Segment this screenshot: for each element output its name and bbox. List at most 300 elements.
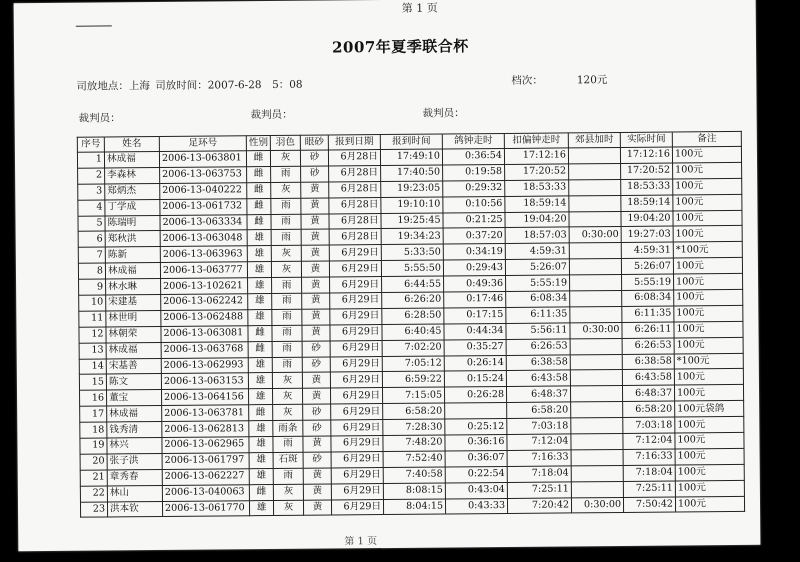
eye-sand-cell: 砂 xyxy=(303,404,331,420)
arrival-date-cell: 6月29日 xyxy=(331,404,383,420)
scanned-document xyxy=(14,0,761,551)
county-extra-time-cell xyxy=(571,465,623,481)
arrival-time-cell: 6:28:50 xyxy=(382,308,444,324)
actual-time-cell: 7:25:11 xyxy=(623,481,675,497)
actual-time-cell: 18:53:33 xyxy=(621,179,673,195)
col-header: 足环号 xyxy=(159,136,246,152)
ring-number-cell: 2006-13-063801 xyxy=(159,151,246,168)
adjusted-time-cell: 7:16:33 xyxy=(507,450,571,466)
actual-time-cell: 6:26:53 xyxy=(622,338,674,354)
results-table xyxy=(77,131,745,518)
eye-sand-cell: 黄 xyxy=(303,500,331,516)
adjusted-time-cell: 6:38:58 xyxy=(506,354,570,370)
arrival-date-cell: 6月29日 xyxy=(329,261,381,277)
arrival-date-cell: 6月29日 xyxy=(330,324,382,340)
eye-sand-cell: 砂 xyxy=(302,357,330,373)
tier-value: 120元 xyxy=(576,74,608,87)
clock-drift-cell: 0:25:12 xyxy=(445,419,507,435)
feather-color-cell: 灰 xyxy=(270,150,300,166)
arrival-date-cell: 6月29日 xyxy=(330,277,382,293)
arrival-date-cell: 6月29日 xyxy=(329,245,381,261)
row-number-cell: 3 xyxy=(78,184,105,200)
owner-name-cell: 董宝 xyxy=(107,390,162,406)
arrival-time-cell: 19:10:10 xyxy=(381,197,443,213)
ring-number-cell: 2006-13-063781 xyxy=(162,405,249,422)
tier-info xyxy=(511,72,613,88)
owner-name-cell: 章秀春 xyxy=(107,469,162,485)
feather-color-cell: 雨 xyxy=(273,468,303,484)
release-location: 上海 xyxy=(128,80,150,93)
clock-drift-cell: 0:49:36 xyxy=(444,276,506,292)
remark-cell: 100元 xyxy=(674,337,743,353)
col-header: 扣偏钟走时 xyxy=(504,133,568,149)
adjusted-time-cell: 7:18:04 xyxy=(507,466,571,482)
row-number-cell: 8 xyxy=(78,263,105,279)
actual-time-cell: 6:48:37 xyxy=(622,385,674,401)
actual-time-cell: 18:59:14 xyxy=(621,195,673,211)
col-header: 备注 xyxy=(672,131,741,147)
feather-color-cell: 灰 xyxy=(271,182,301,198)
arrival-date-cell: 6月28日 xyxy=(329,165,381,181)
clock-drift-cell: 0:36:54 xyxy=(442,148,504,164)
owner-name-cell: 林山 xyxy=(107,485,162,501)
adjusted-time-cell: 6:58:20 xyxy=(507,402,571,418)
ring-number-cell: 2006-13-061797 xyxy=(162,453,249,470)
release-location-label: 司放地点： xyxy=(76,80,129,93)
adjusted-time-cell: 7:25:11 xyxy=(507,482,571,498)
remark-cell: *100元 xyxy=(674,353,743,369)
clock-drift-cell: 0:15:24 xyxy=(444,371,506,387)
owner-name-cell: 林水琳 xyxy=(106,279,161,295)
owner-name-cell: 郑炳杰 xyxy=(105,183,160,199)
row-number-cell: 21 xyxy=(80,470,107,486)
arrival-date-cell: 6月28日 xyxy=(328,150,380,166)
remark-cell: 100元 xyxy=(675,432,744,448)
feather-color-cell: 雨 xyxy=(272,277,302,293)
row-number-cell: 18 xyxy=(80,422,107,438)
ring-number-cell: 2006-13-063768 xyxy=(161,341,248,358)
actual-time-cell: 19:27:03 xyxy=(621,226,673,242)
adjusted-time-cell: 4:59:31 xyxy=(505,243,569,259)
remark-cell: 100元 xyxy=(673,210,742,226)
arrival-time-cell: 19:25:45 xyxy=(381,213,443,229)
ring-number-cell: 2006-13-040222 xyxy=(160,183,247,200)
clock-drift-cell: 0:17:46 xyxy=(444,291,506,307)
remark-cell: 100元 xyxy=(673,178,742,194)
arrival-date-cell: 6月29日 xyxy=(331,467,383,483)
ring-number-cell: 2006-13-063777 xyxy=(160,262,247,279)
actual-time-cell: 5:26:07 xyxy=(621,258,673,274)
eye-sand-cell: 黄 xyxy=(302,325,330,341)
ring-number-cell: 2006-13-063334 xyxy=(160,214,247,231)
owner-name-cell: 宋建基 xyxy=(106,294,161,310)
county-extra-time-cell xyxy=(569,179,621,195)
arrival-time-cell: 17:49:10 xyxy=(380,149,442,165)
arrival-date-cell: 6月28日 xyxy=(329,197,381,213)
eye-sand-cell: 黄 xyxy=(301,261,329,277)
county-extra-time-cell: 0:30:00 xyxy=(570,322,622,338)
remark-cell: 100元 xyxy=(674,289,743,305)
row-number-cell: 13 xyxy=(79,343,106,359)
page-number: 第 1 页 xyxy=(401,1,438,15)
arrival-time-cell: 8:08:15 xyxy=(383,483,445,499)
feather-color-cell: 雨 xyxy=(271,214,301,230)
col-header: 实际时间 xyxy=(620,132,672,147)
eye-sand-cell: 砂 xyxy=(303,420,331,436)
clock-drift-cell: 0:37:20 xyxy=(443,228,505,244)
feather-color-cell: 灰 xyxy=(272,389,302,405)
sex-cell: 雄 xyxy=(248,389,272,405)
clock-drift-cell: 0:35:27 xyxy=(444,339,506,355)
actual-time-cell: 17:20:52 xyxy=(621,163,673,179)
clock-drift-cell: 0:17:15 xyxy=(444,307,506,323)
clock-drift-cell: 0:29:32 xyxy=(443,180,505,196)
county-extra-time-cell xyxy=(568,147,620,163)
clock-drift-cell: 0:43:04 xyxy=(445,482,507,498)
feather-color-cell: 灰 xyxy=(271,261,301,277)
col-header: 眼砂 xyxy=(300,135,328,150)
remark-cell: 100元 xyxy=(673,194,742,210)
col-header: 郊县加时 xyxy=(568,132,620,147)
arrival-time-cell: 7:05:12 xyxy=(382,356,444,372)
county-extra-time-cell xyxy=(570,354,622,370)
clock-drift-cell: 0:44:34 xyxy=(444,323,506,339)
owner-name-cell: 林朝荣 xyxy=(106,326,161,342)
remark-cell: 100元 xyxy=(674,274,743,290)
feather-color-cell: 灰 xyxy=(273,484,303,500)
owner-name-cell: 陈文 xyxy=(106,374,161,390)
county-extra-time-cell xyxy=(569,195,621,211)
feather-color-cell: 灰 xyxy=(273,500,303,516)
owner-name-cell: 陈新 xyxy=(105,247,160,263)
ring-number-cell: 2006-13-040063 xyxy=(162,484,249,501)
row-number-cell: 23 xyxy=(80,502,107,518)
sex-cell: 雄 xyxy=(248,278,272,294)
feather-color-cell: 雨 xyxy=(272,357,302,373)
tier-label: 档次： xyxy=(511,74,543,87)
eye-sand-cell: 黄 xyxy=(303,436,331,452)
eye-sand-cell: 黄 xyxy=(301,214,329,230)
county-extra-time-cell: 0:30:00 xyxy=(569,227,621,243)
county-extra-time-cell xyxy=(570,338,622,354)
adjusted-time-cell: 18:57:03 xyxy=(505,227,569,243)
arrival-time-cell: 7:02:20 xyxy=(382,340,444,356)
clock-drift-cell: 0:26:14 xyxy=(444,355,506,371)
col-header: 报到时间 xyxy=(380,134,442,150)
arrival-date-cell: 6月29日 xyxy=(331,451,383,467)
feather-color-cell: 雨 xyxy=(272,293,302,309)
sex-cell: 雄 xyxy=(247,262,271,278)
col-header: 姓名 xyxy=(104,136,159,151)
county-extra-time-cell xyxy=(570,370,622,386)
remark-cell: 100元 xyxy=(675,464,744,480)
row-number-cell: 2 xyxy=(78,168,105,184)
remark-cell: 100元 xyxy=(673,162,742,178)
feather-color-cell: 灰 xyxy=(273,404,303,420)
eye-sand-cell: 黄 xyxy=(303,468,331,484)
sex-cell: 雄 xyxy=(249,500,273,516)
referee-3: 裁判员： xyxy=(422,107,465,120)
arrival-time-cell: 6:58:20 xyxy=(383,403,445,419)
sex-cell: 雌 xyxy=(247,166,271,182)
clock-drift-cell xyxy=(445,403,507,419)
sex-cell: 雄 xyxy=(248,309,272,325)
feather-color-cell: 雨 xyxy=(271,198,301,214)
arrival-time-cell: 7:48:20 xyxy=(383,435,445,451)
arrival-time-cell: 6:44:55 xyxy=(382,276,444,292)
adjusted-time-cell: 18:53:33 xyxy=(505,180,569,196)
owner-name-cell: 林兴 xyxy=(107,438,162,454)
owner-name-cell: 林成福 xyxy=(107,406,162,422)
arrival-date-cell: 6月29日 xyxy=(330,340,382,356)
clock-drift-cell: 0:29:43 xyxy=(443,260,505,276)
row-number-cell: 12 xyxy=(79,327,106,343)
actual-time-cell: 7:12:04 xyxy=(623,433,675,449)
row-number-cell: 6 xyxy=(78,231,105,247)
arrival-time-cell: 6:40:45 xyxy=(382,324,444,340)
row-number-cell: 4 xyxy=(78,200,105,216)
document-title: 2007年夏季联合杯 xyxy=(331,37,469,57)
actual-time-cell: 6:43:58 xyxy=(622,369,674,385)
remark-cell: 100元 xyxy=(675,496,744,512)
row-number-cell: 1 xyxy=(77,152,104,168)
ring-number-cell: 2006-13-063048 xyxy=(160,230,247,247)
eye-sand-cell: 黄 xyxy=(302,388,330,404)
actual-time-cell: 6:38:58 xyxy=(622,354,674,370)
adjusted-time-cell: 6:08:34 xyxy=(506,291,570,307)
col-header: 鸽钟走时 xyxy=(442,133,504,149)
col-header: 序号 xyxy=(77,137,104,152)
adjusted-time-cell: 6:11:35 xyxy=(506,307,570,323)
remark-cell: 100元 xyxy=(675,448,744,464)
adjusted-time-cell: 17:20:52 xyxy=(505,164,569,180)
eye-sand-cell: 黄 xyxy=(301,245,329,261)
eye-sand-cell: 黄 xyxy=(303,484,331,500)
actual-time-cell: 7:16:33 xyxy=(623,449,675,465)
ring-number-cell: 2006-13-064156 xyxy=(162,389,249,406)
ring-number-cell: 2006-13-062227 xyxy=(162,469,249,486)
ring-number-cell: 2006-13-062242 xyxy=(161,294,248,311)
row-number-cell: 11 xyxy=(79,311,106,327)
ring-number-cell: 2006-13-102621 xyxy=(161,278,248,295)
feather-color-cell: 雨 xyxy=(271,230,301,246)
sex-cell: 雄 xyxy=(247,230,271,246)
actual-time-cell: 6:26:11 xyxy=(622,322,674,338)
actual-time-cell: 5:55:19 xyxy=(622,274,674,290)
row-number-cell: 22 xyxy=(80,486,107,502)
actual-time-cell: 7:50:42 xyxy=(623,497,675,513)
sex-cell: 雄 xyxy=(248,294,272,310)
owner-name-cell: 林成福 xyxy=(104,151,159,167)
eye-sand-cell: 砂 xyxy=(300,150,328,166)
actual-time-cell: 17:12:16 xyxy=(620,147,672,163)
feather-color-cell: 灰 xyxy=(272,373,302,389)
feather-color-cell: 石斑 xyxy=(273,452,303,468)
sex-cell: 雌 xyxy=(246,151,270,167)
feather-color-cell: 雨条 xyxy=(273,420,303,436)
feather-color-cell: 雨 xyxy=(272,309,302,325)
arrival-time-cell: 8:04:15 xyxy=(383,499,445,515)
arrival-date-cell: 6月29日 xyxy=(330,356,382,372)
row-number-cell: 16 xyxy=(80,390,107,406)
remark-cell: 100元 xyxy=(674,385,743,401)
arrival-date-cell: 6月29日 xyxy=(331,499,383,515)
sex-cell: 雄 xyxy=(249,421,273,437)
row-number-cell: 20 xyxy=(80,454,107,470)
sex-cell: 雌 xyxy=(249,484,273,500)
ring-number-cell: 2006-13-062993 xyxy=(161,357,248,374)
arrival-time-cell: 6:26:20 xyxy=(382,292,444,308)
table-body xyxy=(77,146,744,517)
sex-cell: 雄 xyxy=(249,437,273,453)
arrival-time-cell: 7:52:40 xyxy=(383,451,445,467)
owner-name-cell: 宋基善 xyxy=(106,358,161,374)
arrival-time-cell: 5:33:50 xyxy=(381,244,443,260)
sex-cell: 雄 xyxy=(249,452,273,468)
county-extra-time-cell: 0:30:00 xyxy=(571,497,623,513)
owner-name-cell: 李森林 xyxy=(105,167,160,183)
actual-time-cell: 7:18:04 xyxy=(623,465,675,481)
owner-name-cell: 林成福 xyxy=(105,263,160,279)
remark-cell: 100元 xyxy=(674,321,743,337)
remark-cell: 100元 xyxy=(674,369,743,385)
release-time-label: 司放时间： xyxy=(155,79,208,93)
ring-number-cell: 2006-13-061732 xyxy=(160,198,247,215)
adjusted-time-cell: 7:12:04 xyxy=(507,434,571,450)
adjusted-time-cell: 6:26:53 xyxy=(506,339,570,355)
remark-cell: 100元 xyxy=(672,146,741,162)
arrival-time-cell: 7:15:05 xyxy=(382,387,444,403)
eye-sand-cell: 黄 xyxy=(302,293,330,309)
col-header: 性别 xyxy=(246,136,270,151)
sex-cell: 雄 xyxy=(247,246,271,262)
county-extra-time-cell xyxy=(571,402,623,418)
county-extra-time-cell xyxy=(571,481,623,497)
remark-cell: *100元 xyxy=(673,242,742,258)
arrival-time-cell: 19:34:23 xyxy=(381,228,443,244)
adjusted-time-cell: 18:59:14 xyxy=(505,196,569,212)
county-extra-time-cell xyxy=(570,275,622,291)
actual-time-cell: 4:59:31 xyxy=(621,242,673,258)
eye-sand-cell: 砂 xyxy=(303,452,331,468)
arrival-date-cell: 6月29日 xyxy=(331,483,383,499)
release-info xyxy=(76,77,308,94)
clock-drift-cell: 0:36:16 xyxy=(445,434,507,450)
adjusted-time-cell: 7:20:42 xyxy=(507,497,571,513)
ring-number-cell: 2006-13-062813 xyxy=(162,421,249,438)
remark-cell: 100元 xyxy=(675,417,744,433)
clock-drift-cell: 0:22:54 xyxy=(445,466,507,482)
sex-cell: 雌 xyxy=(247,198,271,214)
row-number-cell: 10 xyxy=(79,295,106,311)
ring-number-cell: 2006-13-061770 xyxy=(162,500,249,517)
arrival-date-cell: 6月28日 xyxy=(329,181,381,197)
ring-number-cell: 2006-13-062488 xyxy=(161,310,248,327)
owner-name-cell: 洪本钦 xyxy=(107,501,162,517)
arrival-time-cell: 7:40:58 xyxy=(383,467,445,483)
sex-cell: 雌 xyxy=(247,182,271,198)
actual-time-cell: 19:04:20 xyxy=(621,211,673,227)
arrival-date-cell: 6月28日 xyxy=(329,229,381,245)
clock-drift-cell: 0:10:56 xyxy=(443,196,505,212)
referee-2: 裁判员： xyxy=(250,108,293,122)
arrival-date-cell: 6月28日 xyxy=(329,213,381,229)
adjusted-time-cell: 6:48:37 xyxy=(506,386,570,402)
eye-sand-cell: 黄 xyxy=(302,277,330,293)
remark-cell: 100元 xyxy=(675,480,744,496)
owner-name-cell: 丁学成 xyxy=(105,199,160,215)
county-extra-time-cell xyxy=(571,418,623,434)
clock-drift-cell: 0:26:28 xyxy=(444,387,506,403)
county-extra-time-cell xyxy=(571,433,623,449)
feather-color-cell: 灰 xyxy=(271,246,301,262)
county-extra-time-cell xyxy=(569,163,621,179)
scan-mark xyxy=(76,25,112,26)
actual-time-cell: 6:11:35 xyxy=(622,306,674,322)
owner-name-cell: 林世明 xyxy=(106,310,161,326)
ring-number-cell: 2006-13-062965 xyxy=(162,437,249,454)
clock-drift-cell: 0:34:19 xyxy=(443,244,505,260)
arrival-time-cell: 7:28:30 xyxy=(383,419,445,435)
owner-name-cell: 钱秀清 xyxy=(107,422,162,438)
county-extra-time-cell xyxy=(570,386,622,402)
row-number-cell: 9 xyxy=(79,279,106,295)
row-number-cell: 17 xyxy=(80,406,107,422)
arrival-time-cell: 5:55:50 xyxy=(381,260,443,276)
county-extra-time-cell xyxy=(569,259,621,275)
clock-drift-cell: 0:19:58 xyxy=(443,164,505,180)
ring-number-cell: 2006-13-063153 xyxy=(161,373,248,390)
adjusted-time-cell: 7:03:18 xyxy=(507,418,571,434)
col-header: 报到日期 xyxy=(328,135,380,150)
adjusted-time-cell: 6:43:58 xyxy=(506,370,570,386)
adjusted-time-cell: 5:26:07 xyxy=(505,259,569,275)
feather-color-cell: 雨 xyxy=(272,325,302,341)
actual-time-cell: 6:08:34 xyxy=(622,290,674,306)
arrival-time-cell: 19:23:05 xyxy=(381,181,443,197)
remark-cell: 100元 xyxy=(673,258,742,274)
col-header: 羽色 xyxy=(270,135,300,150)
arrival-time-cell: 6:59:22 xyxy=(382,371,444,387)
ring-number-cell: 2006-13-063081 xyxy=(161,326,248,343)
sex-cell: 雌 xyxy=(248,325,272,341)
feather-color-cell: 雨 xyxy=(272,341,302,357)
clock-drift-cell: 0:21:25 xyxy=(443,212,505,228)
adjusted-time-cell: 5:56:11 xyxy=(506,323,570,339)
eye-sand-cell: 黄 xyxy=(302,309,330,325)
sex-cell: 雌 xyxy=(248,341,272,357)
release-time: 2007-6-28 5：08 xyxy=(207,78,303,92)
county-extra-time-cell xyxy=(569,243,621,259)
county-extra-time-cell xyxy=(569,211,621,227)
owner-name-cell: 林成福 xyxy=(106,342,161,358)
arrival-date-cell: 6月29日 xyxy=(330,293,382,309)
sex-cell: 雄 xyxy=(248,373,272,389)
county-extra-time-cell xyxy=(570,306,622,322)
actual-time-cell: 6:58:20 xyxy=(623,401,675,417)
clock-drift-cell: 0:36:07 xyxy=(445,450,507,466)
eye-sand-cell: 砂 xyxy=(302,341,330,357)
clock-drift-cell: 0:43:33 xyxy=(445,498,507,514)
referee-1: 裁判员： xyxy=(78,112,121,125)
eye-sand-cell: 黄 xyxy=(301,229,329,245)
arrival-date-cell: 6月29日 xyxy=(331,420,383,436)
feather-color-cell: 雨 xyxy=(273,436,303,452)
adjusted-time-cell: 19:04:20 xyxy=(505,211,569,227)
ring-number-cell: 2006-13-063963 xyxy=(160,246,247,263)
adjusted-time-cell: 17:12:16 xyxy=(504,148,568,164)
adjusted-time-cell: 5:55:19 xyxy=(506,275,570,291)
